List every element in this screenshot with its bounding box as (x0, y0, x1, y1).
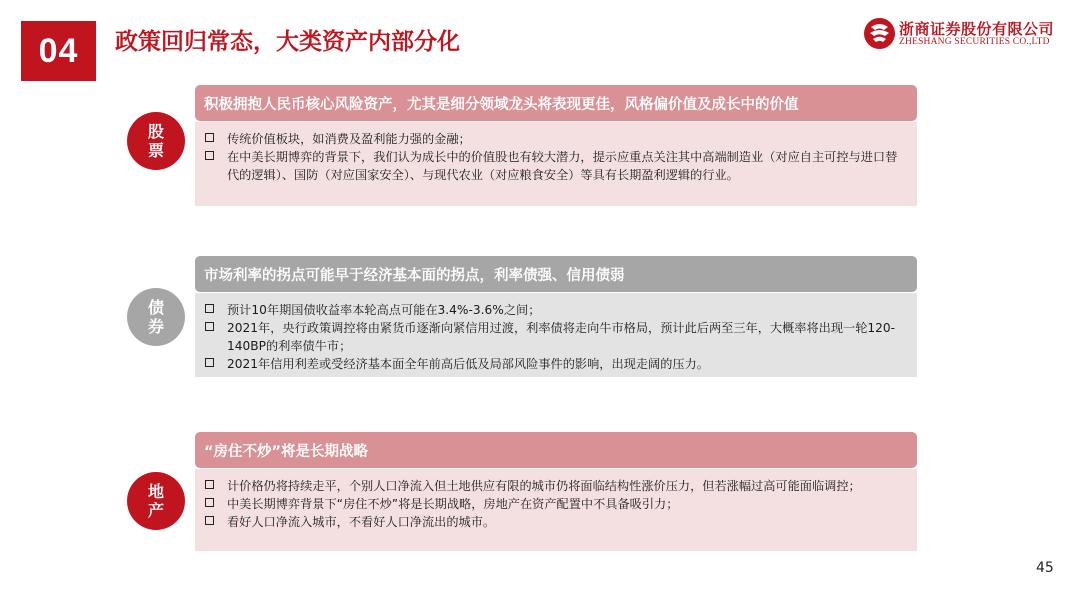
bullet-square-icon (205, 151, 214, 160)
real-estate-bullet-2 (205, 495, 907, 513)
stocks-bullet-2 (205, 148, 907, 184)
real-estate-label-bottom: 产 (147, 501, 164, 520)
section-real-estate (127, 432, 917, 552)
page-title: 政策回归常态，大类资产内部分化 (115, 29, 460, 55)
zheshang-logo-icon (864, 18, 895, 49)
real-estate-headline-text: “房住不炒”将是长期战略 (204, 443, 369, 460)
page-number: 45 (1036, 560, 1054, 576)
bonds-bullet-2-text: 2021年，央行政策调控将由紧货币逐渐向紧信用过渡，利率债将走向牛市格局，预计此后两至三年，大概率将出现一轮120-140BP的利率债牛市； (227, 321, 896, 353)
brand-name-en: ZHESHANG SECURITIES CO.,LTD (899, 37, 1050, 47)
real-estate-label-top: 地 (147, 482, 164, 501)
bonds-bullet-2 (205, 319, 907, 355)
stocks-label-top: 股 (147, 122, 164, 141)
stocks-label-circle (127, 112, 185, 170)
stocks-body (195, 122, 917, 206)
stocks-bullet-1-text: 传统价值板块，如消费及盈利能力强的金融； (227, 132, 471, 146)
bonds-bullet-3-text: 2021年信用利差或受经济基本面全年前高后低及局部风险事件的影响，出现走阔的压力。 (227, 357, 709, 371)
stocks-headline-text: 积极拥抱人民币核心风险资产，尤其是细分领域龙头将表现更佳，风格偏价值及成长中的价值 (204, 96, 799, 113)
bullet-square-icon (205, 498, 214, 507)
bonds-bullet-1 (205, 301, 907, 319)
bonds-label-circle (127, 288, 185, 346)
bullet-square-icon (205, 133, 214, 142)
section-number-badge: 04 (21, 21, 96, 81)
real-estate-headline (195, 432, 917, 468)
brand-name-cn: 浙商证券股份有限公司 (899, 20, 1055, 38)
real-estate-bullet-3-text: 看好人口净流入城市，不看好人口净流出的城市。 (227, 515, 496, 529)
real-estate-bullet-1-text: 计价格仍将持续走平，个别人口净流入但土地供应有限的城市仍将面临结构性涨价压力，但若涨幅过高可能面临调控； (227, 479, 861, 493)
real-estate-bullet-2-text: 中美长期博弈背景下“房住不炒”将是长期战略，房地产在资产配置中不具备吸引力； (227, 497, 679, 511)
real-estate-bullet-3 (205, 513, 907, 531)
section-bonds (127, 256, 917, 378)
bonds-label-bottom: 券 (147, 317, 164, 336)
bullet-square-icon (205, 358, 214, 367)
bonds-headline-text: 市场利率的拐点可能早于经济基本面的拐点，利率债强、信用债弱 (204, 267, 625, 284)
stocks-bullet-2-text: 在中美长期博弈的背景下，我们认为成长中的价值股也有较大潜力，提示应重点关注其中高端制造业（对应自主可控与进口替代的逻辑）、国防（对应国家安全）、与现代农业（对应粮食安全）等具有长期盈利逻辑的行业。 (227, 150, 898, 182)
stocks-label-bottom: 票 (147, 141, 164, 160)
bonds-headline (195, 256, 917, 292)
bonds-bullet-3 (205, 355, 907, 373)
stocks-bullet-1 (205, 130, 907, 148)
real-estate-body (195, 469, 917, 551)
bonds-body (195, 293, 917, 377)
section-stocks (127, 85, 917, 207)
bonds-label-top: 债 (147, 298, 164, 317)
bullet-square-icon (205, 304, 214, 313)
bullet-square-icon (205, 480, 214, 489)
bullet-square-icon (205, 516, 214, 525)
real-estate-bullet-1 (205, 477, 907, 495)
bonds-bullet-1-text: 预计10年期国债收益率本轮高点可能在3.4%-3.6%之间； (227, 303, 541, 317)
brand-block (864, 16, 1059, 50)
real-estate-label-circle (127, 472, 185, 530)
stocks-headline (195, 85, 917, 121)
bullet-square-icon (205, 322, 214, 331)
